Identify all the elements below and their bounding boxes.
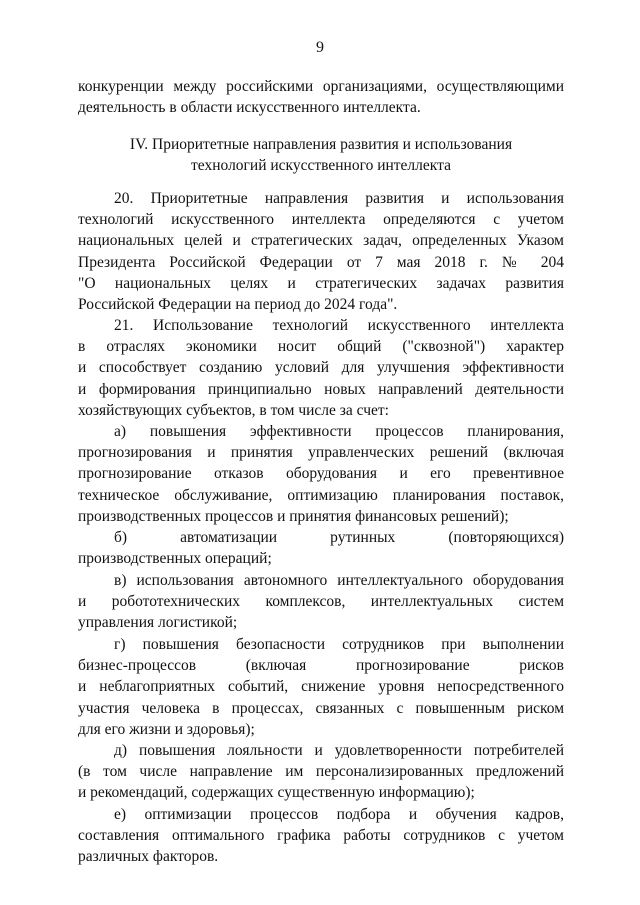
page-number: 9 [316, 39, 324, 56]
text-line: (в том числе направление им персонализированных предложений [78, 763, 564, 781]
heading-line: технологий искусственного интеллекта [191, 157, 451, 174]
list-item-g [78, 634, 564, 740]
text-line: "О национальных целях и стратегических задачах развития [78, 274, 564, 292]
text-line: Российской Федерации на период до 2024 года". [78, 295, 398, 313]
text-line: и рекомендаций, содержащих существенную информацию); [78, 784, 475, 802]
intro-paragraph [78, 76, 564, 118]
text-line: и робототехнических комплексов, интеллектуальных систем [78, 593, 564, 611]
text-line: составления оптимального графика работы сотрудников с учетом [78, 827, 564, 845]
heading-line: IV. Приоритетные направления развития и использования [129, 136, 513, 153]
text-line: производственных операций; [78, 550, 272, 568]
text-line: различных факторов. [78, 848, 219, 866]
text-line: конкуренции между российскими организациями, осуществляющими [78, 78, 564, 95]
text-line: в) использования автономного интеллектуального оборудования [114, 572, 564, 589]
text-line: национальных целей и стратегических задач, определенных Указом [78, 232, 564, 250]
text-line: и формирования принципиально новых направлений деятельности [78, 380, 564, 398]
text-line: д) повышения лояльности и удовлетворенности потребителей [114, 742, 564, 759]
text-line: участия человека в процессах, связанных с повышенным риском [78, 699, 564, 717]
text-line: Президента Российской Федерации от 7 мая 2018 г. № 204 [78, 253, 564, 271]
paragraph-20 [78, 188, 564, 315]
text-line: бизнес-процессов (включая прогнозирование рисков [78, 657, 564, 675]
text-line: а) повышения эффективности процессов планирования, [114, 423, 564, 440]
text-line: б) автоматизации рутинных (повторяющихся) [114, 529, 564, 546]
text-line: е) оптимизации процессов подбора и обучения кадров, [114, 806, 564, 823]
text-line: г) повышения безопасности сотрудников при выполнении [114, 636, 564, 653]
text-line: управления логистикой; [78, 614, 238, 632]
text-line: в отраслях экономики носит общий ("сквозной") характер [78, 338, 564, 356]
text-line: 20. Приоритетные направления развития и использования [114, 190, 564, 207]
text-line: 21. Использование технологий искусственного интеллекта [114, 317, 564, 334]
list-item-d [78, 740, 564, 804]
list-item-e [78, 804, 564, 868]
text-line: деятельность в области искусственного интеллекта. [78, 99, 421, 117]
text-line: прогнозирования и принятия управленческих решений (включая [78, 444, 564, 462]
list-item-a [78, 421, 564, 527]
text-line: технологий искусственного интеллекта определяются с учетом [78, 211, 564, 229]
text-line: хозяйствующих субъектов, в том числе за счет: [78, 401, 389, 419]
section-heading [78, 134, 564, 176]
paragraph-21 [78, 315, 564, 421]
text-line: техническое обслуживание, оптимизацию планирования поставок, [78, 486, 564, 504]
text-line: и неблагоприятных событий, снижение уровня непосредственного [78, 678, 564, 696]
text-line: и способствует созданию условий для улучшения эффективности [78, 359, 564, 377]
list-item-v [78, 570, 564, 634]
list-item-b [78, 527, 564, 569]
text-line: прогнозирование отказов оборудования и его превентивное [78, 465, 564, 483]
text-line: производственных процессов и принятия финансовых решений); [78, 507, 509, 525]
text-line: для его жизни и здоровья); [78, 720, 255, 738]
